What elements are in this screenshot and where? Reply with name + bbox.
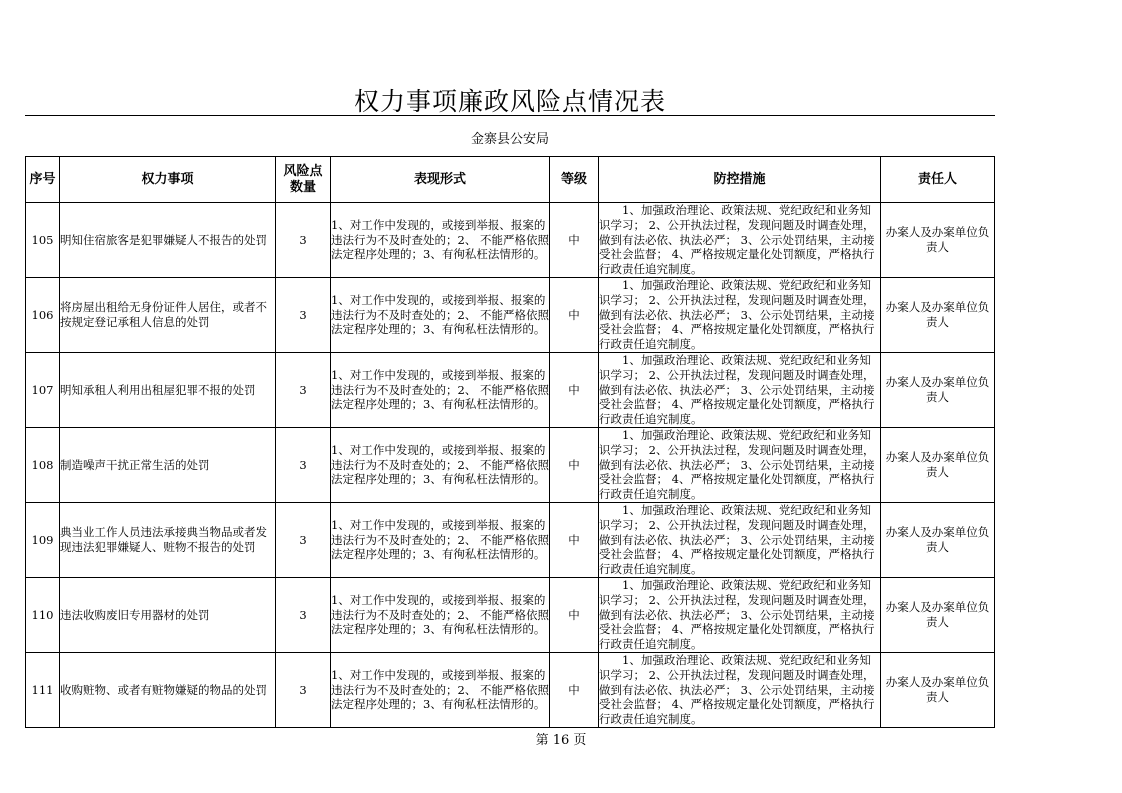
cell-form: 1、对工作中发现的，或接到举报、报案的违法行为不及时查处的；2、 不能严格依照法定程序处理的；3、有徇私枉法情形的。 [331,653,550,728]
header-item: 权力事项 [60,157,276,203]
cell-seq: 108 [26,428,60,503]
cell-form: 1、对工作中发现的，或接到举报、报案的违法行为不及时查处的；2、 不能严格依照法定程序处理的；3、有徇私枉法情形的。 [331,278,550,353]
cell-seq: 111 [26,653,60,728]
cell-form: 1、对工作中发现的，或接到举报、报案的违法行为不及时查处的；2、 不能严格依照法定程序处理的；3、有徇私枉法情形的。 [331,203,550,278]
table-row [26,653,995,728]
cell-item: 明知住宿旅客是犯罪嫌疑人不报告的处罚 [60,203,276,278]
cell-item: 违法收购废旧专用器材的处罚 [60,578,276,653]
cell-owner: 办案人及办案单位负责人 [881,503,995,578]
cell-form: 1、对工作中发现的，或接到举报、报案的违法行为不及时查处的；2、 不能严格依照法定程序处理的；3、有徇私枉法情形的。 [331,578,550,653]
cell-owner: 办案人及办案单位负责人 [881,278,995,353]
cell-measures: 1、加强政治理论、政策法规、党纪政纪和业务知识学习； 2、公开执法过程，发现问题及时调查处理，做到有法必依、执法必严； 3、公示处罚结果，主动接受社会监督； 4、严格按规定量化处罚额度，严格执行行政责任追究制度。 [599,203,881,278]
cell-owner: 办案人及办案单位负责人 [881,353,995,428]
cell-risk-count: 3 [276,503,331,578]
cell-level: 中 [550,278,599,353]
header-level: 等级 [550,157,599,203]
cell-item: 收购赃物、或者有赃物嫌疑的物品的处罚 [60,653,276,728]
cell-level: 中 [550,353,599,428]
table-row [26,353,995,428]
cell-seq: 106 [26,278,60,353]
page-title: 权力事项廉政风险点情况表 [353,87,666,116]
header-form: 表现形式 [331,157,550,203]
cell-form: 1、对工作中发现的，或接到举报、报案的违法行为不及时查处的；2、 不能严格依照法定程序处理的；3、有徇私枉法情形的。 [331,353,550,428]
table-row [26,278,995,353]
cell-seq: 109 [26,503,60,578]
cell-item: 将房屋出租给无身份证件人居住，或者不按规定登记承租人信息的处罚 [60,278,276,353]
cell-item: 制造噪声干扰正常生活的处罚 [60,428,276,503]
table-row [26,428,995,503]
cell-measures: 1、加强政治理论、政策法规、党纪政纪和业务知识学习； 2、公开执法过程，发现问题及时调查处理，做到有法必依、执法必严； 3、公示处罚结果，主动接受社会监督； 4、严格按规定量化处罚额度，严格执行行政责任追究制度。 [599,278,881,353]
table-row [26,503,995,578]
cell-level: 中 [550,428,599,503]
cell-risk-count: 3 [276,278,331,353]
title-divider [25,115,995,116]
cell-risk-count: 3 [276,578,331,653]
header-risk-count-line2: 数量 [289,179,316,195]
cell-item: 明知承租人利用出租屋犯罪不报的处罚 [60,353,276,428]
header-risk-count [276,157,331,203]
cell-seq: 107 [26,353,60,428]
page-number: 第 16 页 [535,733,587,748]
table-row [26,203,995,278]
cell-level: 中 [550,503,599,578]
cell-owner: 办案人及办案单位负责人 [881,428,995,503]
header-measures: 防控措施 [599,157,881,203]
cell-measures: 1、加强政治理论、政策法规、党纪政纪和业务知识学习； 2、公开执法过程，发现问题及时调查处理，做到有法必依、执法必严； 3、公示处罚结果，主动接受社会监督； 4、严格按规定量化处罚额度，严格执行行政责任追究制度。 [599,653,881,728]
cell-risk-count: 3 [276,203,331,278]
header-owner: 责任人 [881,157,995,203]
cell-owner: 办案人及办案单位负责人 [881,653,995,728]
header-risk-count-line1: 风险点 [283,163,323,179]
cell-measures: 1、加强政治理论、政策法规、党纪政纪和业务知识学习； 2、公开执法过程，发现问题及时调查处理，做到有法必依、执法必严； 3、公示处罚结果，主动接受社会监督； 4、严格按规定量化处罚额度，严格执行行政责任追究制度。 [599,578,881,653]
cell-measures: 1、加强政治理论、政策法规、党纪政纪和业务知识学习； 2、公开执法过程，发现问题及时调查处理，做到有法必依、执法必严； 3、公示处罚结果，主动接受社会监督； 4、严格按规定量化处罚额度，严格执行行政责任追究制度。 [599,428,881,503]
cell-form: 1、对工作中发现的，或接到举报、报案的违法行为不及时查处的；2、 不能严格依照法定程序处理的；3、有徇私枉法情形的。 [331,503,550,578]
cell-level: 中 [550,203,599,278]
page-subtitle: 金寨县公安局 [470,132,549,147]
table-row [26,578,995,653]
cell-risk-count: 3 [276,653,331,728]
cell-level: 中 [550,653,599,728]
cell-level: 中 [550,578,599,653]
cell-seq: 110 [26,578,60,653]
risk-table [25,156,995,728]
table-header-row [26,157,995,203]
cell-measures: 1、加强政治理论、政策法规、党纪政纪和业务知识学习； 2、公开执法过程，发现问题及时调查处理，做到有法必依、执法必严； 3、公示处罚结果，主动接受社会监督； 4、严格按规定量化处罚额度，严格执行行政责任追究制度。 [599,353,881,428]
cell-risk-count: 3 [276,428,331,503]
cell-measures: 1、加强政治理论、政策法规、党纪政纪和业务知识学习； 2、公开执法过程，发现问题及时调查处理，做到有法必依、执法必严； 3、公示处罚结果，主动接受社会监督； 4、严格按规定量化处罚额度，严格执行行政责任追究制度。 [599,503,881,578]
header-seq: 序号 [26,157,60,203]
cell-form: 1、对工作中发现的，或接到举报、报案的违法行为不及时查处的；2、 不能严格依照法定程序处理的；3、有徇私枉法情形的。 [331,428,550,503]
cell-risk-count: 3 [276,353,331,428]
cell-item: 典当业工作人员违法承接典当物品或者发现违法犯罪嫌疑人、赃物不报告的处罚 [60,503,276,578]
cell-seq: 105 [26,203,60,278]
cell-owner: 办案人及办案单位负责人 [881,578,995,653]
cell-owner: 办案人及办案单位负责人 [881,203,995,278]
